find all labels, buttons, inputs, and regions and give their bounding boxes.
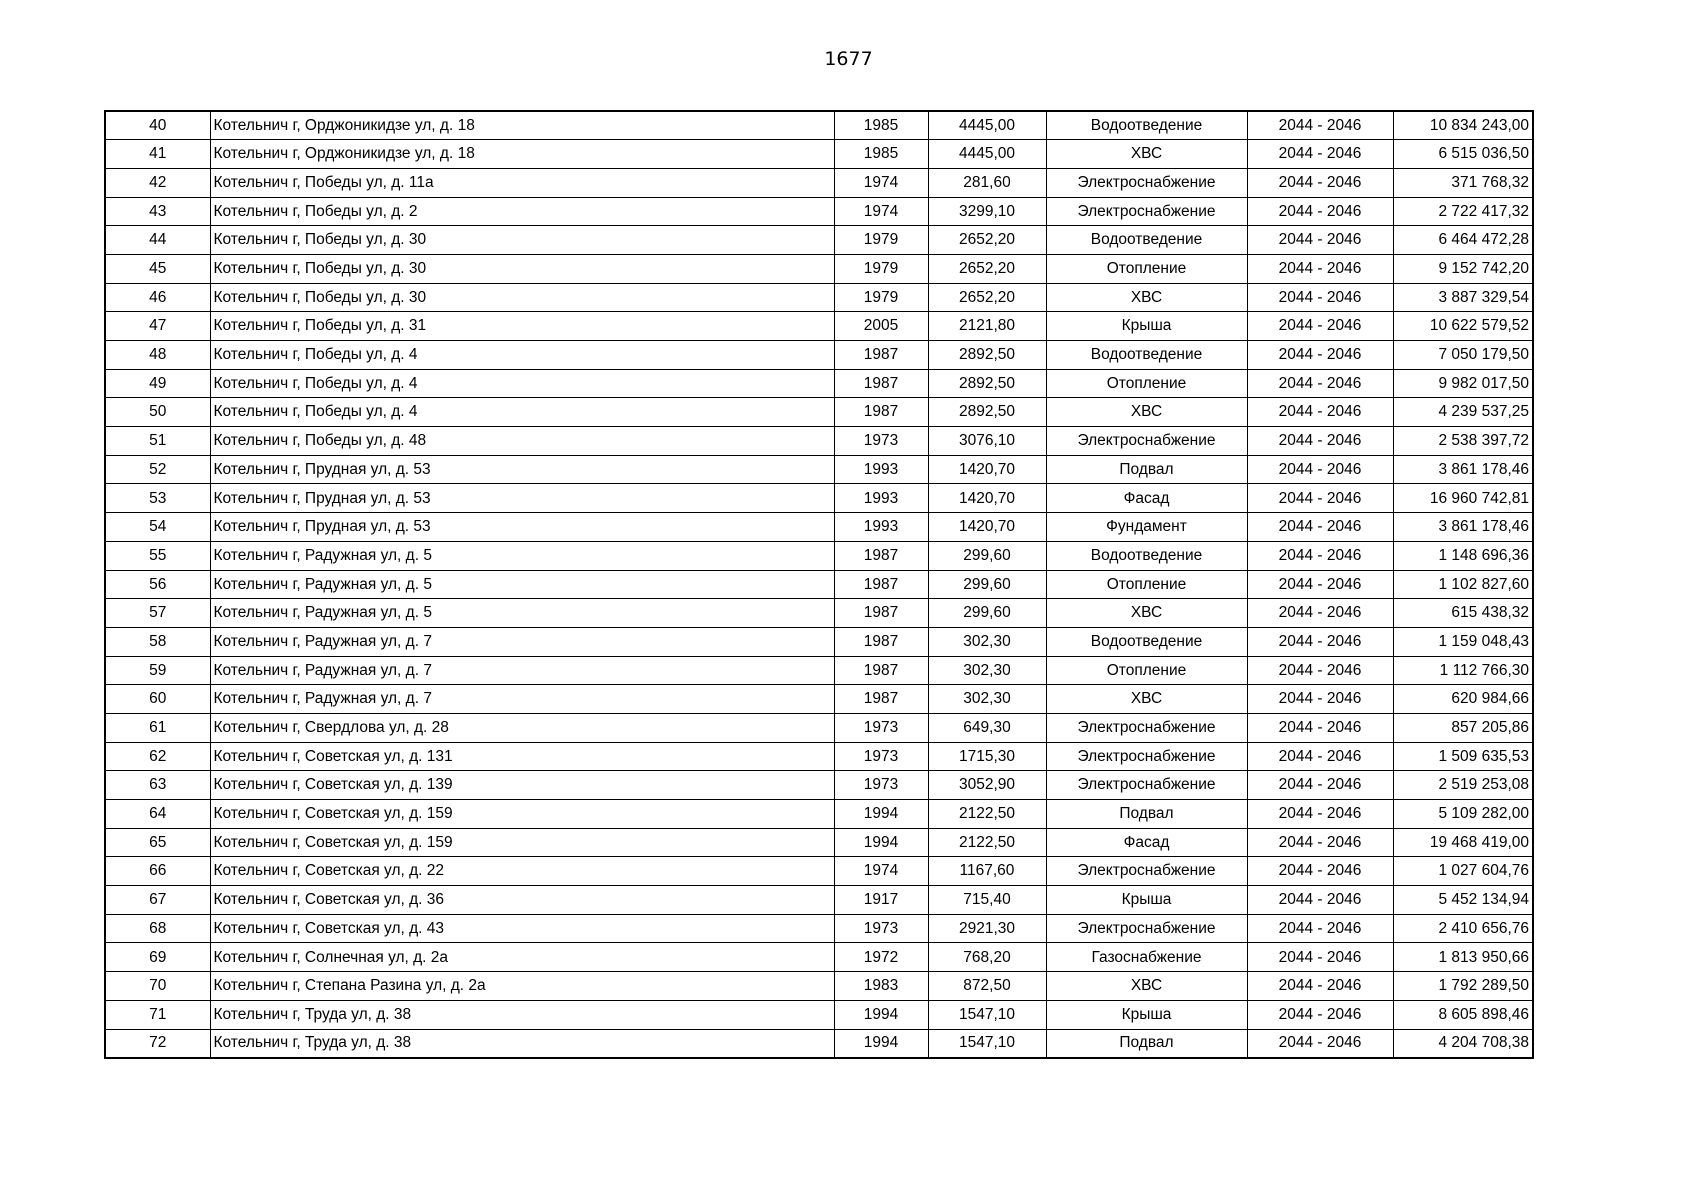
address-cell: Котельнич г, Труда ул, д. 38: [210, 1029, 834, 1058]
table-row: [105, 570, 1533, 599]
period-cell: 2044 - 2046: [1247, 197, 1393, 226]
work-type-cell: ХВС: [1046, 283, 1247, 312]
registry-table: [104, 110, 1534, 1059]
cost-cell: 5 452 134,94: [1393, 886, 1533, 915]
work-type-cell: Электроснабжение: [1046, 427, 1247, 456]
area-cell: 3076,10: [928, 427, 1046, 456]
period-cell: 2044 - 2046: [1247, 111, 1393, 140]
area-cell: 1420,70: [928, 484, 1046, 513]
row-number-cell: 41: [105, 140, 210, 169]
row-number-cell: 43: [105, 197, 210, 226]
address-cell: Котельнич г, Радужная ул, д. 7: [210, 627, 834, 656]
cost-cell: 4 204 708,38: [1393, 1029, 1533, 1058]
build-year-cell: 1985: [834, 111, 928, 140]
cost-cell: 10 834 243,00: [1393, 111, 1533, 140]
cost-cell: 9 982 017,50: [1393, 369, 1533, 398]
row-number-cell: 52: [105, 455, 210, 484]
work-type-cell: Водоотведение: [1046, 341, 1247, 370]
area-cell: 1547,10: [928, 1029, 1046, 1058]
period-cell: 2044 - 2046: [1247, 886, 1393, 915]
cost-cell: 6 515 036,50: [1393, 140, 1533, 169]
work-type-cell: Фундамент: [1046, 513, 1247, 542]
address-cell: Котельнич г, Победы ул, д. 30: [210, 283, 834, 312]
build-year-cell: 1987: [834, 570, 928, 599]
area-cell: 2122,50: [928, 828, 1046, 857]
table-row: [105, 427, 1533, 456]
period-cell: 2044 - 2046: [1247, 800, 1393, 829]
period-cell: 2044 - 2046: [1247, 312, 1393, 341]
period-cell: 2044 - 2046: [1247, 943, 1393, 972]
row-number-cell: 57: [105, 599, 210, 628]
period-cell: 2044 - 2046: [1247, 140, 1393, 169]
cost-cell: 19 468 419,00: [1393, 828, 1533, 857]
row-number-cell: 56: [105, 570, 210, 599]
period-cell: 2044 - 2046: [1247, 972, 1393, 1001]
work-type-cell: Фасад: [1046, 828, 1247, 857]
cost-cell: 2 538 397,72: [1393, 427, 1533, 456]
table-row: [105, 599, 1533, 628]
period-cell: 2044 - 2046: [1247, 1000, 1393, 1029]
address-cell: Котельнич г, Орджоникидзе ул, д. 18: [210, 111, 834, 140]
work-type-cell: Электроснабжение: [1046, 713, 1247, 742]
work-type-cell: Отопление: [1046, 656, 1247, 685]
table-row: [105, 800, 1533, 829]
row-number-cell: 53: [105, 484, 210, 513]
row-number-cell: 46: [105, 283, 210, 312]
table-row: [105, 828, 1533, 857]
build-year-cell: 1979: [834, 254, 928, 283]
row-number-cell: 60: [105, 685, 210, 714]
row-number-cell: 68: [105, 914, 210, 943]
table-row: [105, 771, 1533, 800]
registry-table-body: [105, 111, 1533, 1058]
area-cell: 299,60: [928, 570, 1046, 599]
period-cell: 2044 - 2046: [1247, 570, 1393, 599]
work-type-cell: Электроснабжение: [1046, 857, 1247, 886]
build-year-cell: 1974: [834, 197, 928, 226]
build-year-cell: 1979: [834, 283, 928, 312]
period-cell: 2044 - 2046: [1247, 599, 1393, 628]
area-cell: 1547,10: [928, 1000, 1046, 1029]
table-row: [105, 857, 1533, 886]
area-cell: 302,30: [928, 627, 1046, 656]
row-number-cell: 45: [105, 254, 210, 283]
build-year-cell: 1987: [834, 685, 928, 714]
area-cell: 2892,50: [928, 369, 1046, 398]
area-cell: 2652,20: [928, 254, 1046, 283]
period-cell: 2044 - 2046: [1247, 857, 1393, 886]
address-cell: Котельнич г, Труда ул, д. 38: [210, 1000, 834, 1029]
row-number-cell: 70: [105, 972, 210, 1001]
period-cell: 2044 - 2046: [1247, 656, 1393, 685]
table-row: [105, 1000, 1533, 1029]
address-cell: Котельнич г, Советская ул, д. 22: [210, 857, 834, 886]
cost-cell: 1 813 950,66: [1393, 943, 1533, 972]
cost-cell: 2 722 417,32: [1393, 197, 1533, 226]
build-year-cell: 1974: [834, 857, 928, 886]
area-cell: 649,30: [928, 713, 1046, 742]
area-cell: 2892,50: [928, 398, 1046, 427]
work-type-cell: ХВС: [1046, 599, 1247, 628]
row-number-cell: 62: [105, 742, 210, 771]
table-row: [105, 1029, 1533, 1058]
row-number-cell: 69: [105, 943, 210, 972]
work-type-cell: ХВС: [1046, 685, 1247, 714]
area-cell: 4445,00: [928, 140, 1046, 169]
row-number-cell: 54: [105, 513, 210, 542]
build-year-cell: 1983: [834, 972, 928, 1001]
work-type-cell: Электроснабжение: [1046, 914, 1247, 943]
cost-cell: 3 861 178,46: [1393, 455, 1533, 484]
table-row: [105, 254, 1533, 283]
cost-cell: 2 519 253,08: [1393, 771, 1533, 800]
cost-cell: 2 410 656,76: [1393, 914, 1533, 943]
address-cell: Котельнич г, Советская ул, д. 139: [210, 771, 834, 800]
cost-cell: 8 605 898,46: [1393, 1000, 1533, 1029]
address-cell: Котельнич г, Прудная ул, д. 53: [210, 484, 834, 513]
table-row: [105, 226, 1533, 255]
row-number-cell: 40: [105, 111, 210, 140]
period-cell: 2044 - 2046: [1247, 254, 1393, 283]
address-cell: Котельнич г, Советская ул, д. 43: [210, 914, 834, 943]
row-number-cell: 42: [105, 168, 210, 197]
work-type-cell: Отопление: [1046, 254, 1247, 283]
row-number-cell: 66: [105, 857, 210, 886]
area-cell: 715,40: [928, 886, 1046, 915]
area-cell: 2121,80: [928, 312, 1046, 341]
cost-cell: 1 159 048,43: [1393, 627, 1533, 656]
area-cell: 281,60: [928, 168, 1046, 197]
period-cell: 2044 - 2046: [1247, 341, 1393, 370]
address-cell: Котельнич г, Советская ул, д. 159: [210, 828, 834, 857]
cost-cell: 7 050 179,50: [1393, 341, 1533, 370]
table-row: [105, 140, 1533, 169]
cost-cell: 1 148 696,36: [1393, 541, 1533, 570]
area-cell: 2652,20: [928, 226, 1046, 255]
area-cell: 2652,20: [928, 283, 1046, 312]
area-cell: 3299,10: [928, 197, 1046, 226]
work-type-cell: Подвал: [1046, 800, 1247, 829]
period-cell: 2044 - 2046: [1247, 513, 1393, 542]
work-type-cell: Крыша: [1046, 886, 1247, 915]
row-number-cell: 63: [105, 771, 210, 800]
period-cell: 2044 - 2046: [1247, 914, 1393, 943]
cost-cell: 1 027 604,76: [1393, 857, 1533, 886]
cost-cell: 857 205,86: [1393, 713, 1533, 742]
period-cell: 2044 - 2046: [1247, 427, 1393, 456]
table-row: [105, 484, 1533, 513]
area-cell: 3052,90: [928, 771, 1046, 800]
address-cell: Котельнич г, Солнечная ул, д. 2а: [210, 943, 834, 972]
table-row: [105, 972, 1533, 1001]
table-row: [105, 943, 1533, 972]
work-type-cell: ХВС: [1046, 972, 1247, 1001]
table-row: [105, 656, 1533, 685]
address-cell: Котельнич г, Победы ул, д. 4: [210, 369, 834, 398]
cost-cell: 5 109 282,00: [1393, 800, 1533, 829]
build-year-cell: 1994: [834, 1000, 928, 1029]
cost-cell: 4 239 537,25: [1393, 398, 1533, 427]
build-year-cell: 1987: [834, 541, 928, 570]
build-year-cell: 1979: [834, 226, 928, 255]
cost-cell: 3 861 178,46: [1393, 513, 1533, 542]
table-row: [105, 369, 1533, 398]
work-type-cell: Подвал: [1046, 1029, 1247, 1058]
work-type-cell: Электроснабжение: [1046, 742, 1247, 771]
table-row: [105, 341, 1533, 370]
address-cell: Котельнич г, Советская ул, д. 159: [210, 800, 834, 829]
table-row: [105, 914, 1533, 943]
cost-cell: 615 438,32: [1393, 599, 1533, 628]
row-number-cell: 58: [105, 627, 210, 656]
period-cell: 2044 - 2046: [1247, 1029, 1393, 1058]
work-type-cell: Крыша: [1046, 312, 1247, 341]
row-number-cell: 64: [105, 800, 210, 829]
build-year-cell: 1994: [834, 828, 928, 857]
table-row: [105, 398, 1533, 427]
row-number-cell: 48: [105, 341, 210, 370]
address-cell: Котельнич г, Радужная ул, д. 5: [210, 599, 834, 628]
build-year-cell: 1917: [834, 886, 928, 915]
build-year-cell: 1974: [834, 168, 928, 197]
work-type-cell: ХВС: [1046, 140, 1247, 169]
table-row: [105, 111, 1533, 140]
area-cell: 1167,60: [928, 857, 1046, 886]
period-cell: 2044 - 2046: [1247, 398, 1393, 427]
work-type-cell: Подвал: [1046, 455, 1247, 484]
address-cell: Котельнич г, Советская ул, д. 36: [210, 886, 834, 915]
area-cell: 872,50: [928, 972, 1046, 1001]
work-type-cell: Водоотведение: [1046, 627, 1247, 656]
period-cell: 2044 - 2046: [1247, 713, 1393, 742]
address-cell: Котельнич г, Победы ул, д. 48: [210, 427, 834, 456]
row-number-cell: 61: [105, 713, 210, 742]
work-type-cell: Электроснабжение: [1046, 168, 1247, 197]
area-cell: 299,60: [928, 599, 1046, 628]
build-year-cell: 1973: [834, 742, 928, 771]
table-row: [105, 197, 1533, 226]
build-year-cell: 2005: [834, 312, 928, 341]
address-cell: Котельнич г, Советская ул, д. 131: [210, 742, 834, 771]
address-cell: Котельнич г, Радужная ул, д. 5: [210, 570, 834, 599]
build-year-cell: 1987: [834, 341, 928, 370]
build-year-cell: 1987: [834, 599, 928, 628]
table-row: [105, 283, 1533, 312]
build-year-cell: 1985: [834, 140, 928, 169]
table-row: [105, 513, 1533, 542]
area-cell: 1715,30: [928, 742, 1046, 771]
build-year-cell: 1987: [834, 627, 928, 656]
area-cell: 302,30: [928, 685, 1046, 714]
period-cell: 2044 - 2046: [1247, 627, 1393, 656]
address-cell: Котельнич г, Прудная ул, д. 53: [210, 455, 834, 484]
row-number-cell: 50: [105, 398, 210, 427]
build-year-cell: 1973: [834, 713, 928, 742]
period-cell: 2044 - 2046: [1247, 828, 1393, 857]
table-row: [105, 886, 1533, 915]
build-year-cell: 1987: [834, 656, 928, 685]
page-number: 1677: [824, 48, 873, 70]
work-type-cell: Водоотведение: [1046, 226, 1247, 255]
area-cell: 768,20: [928, 943, 1046, 972]
table-row: [105, 455, 1533, 484]
address-cell: Котельнич г, Победы ул, д. 4: [210, 398, 834, 427]
period-cell: 2044 - 2046: [1247, 771, 1393, 800]
table-row: [105, 742, 1533, 771]
table-row: [105, 541, 1533, 570]
row-number-cell: 65: [105, 828, 210, 857]
address-cell: Котельнич г, Радужная ул, д. 7: [210, 656, 834, 685]
work-type-cell: Водоотведение: [1046, 111, 1247, 140]
area-cell: 1420,70: [928, 513, 1046, 542]
area-cell: 302,30: [928, 656, 1046, 685]
period-cell: 2044 - 2046: [1247, 168, 1393, 197]
table-row: [105, 627, 1533, 656]
area-cell: 4445,00: [928, 111, 1046, 140]
area-cell: 299,60: [928, 541, 1046, 570]
table-row: [105, 685, 1533, 714]
period-cell: 2044 - 2046: [1247, 283, 1393, 312]
cost-cell: 16 960 742,81: [1393, 484, 1533, 513]
build-year-cell: 1972: [834, 943, 928, 972]
address-cell: Котельнич г, Прудная ул, д. 53: [210, 513, 834, 542]
period-cell: 2044 - 2046: [1247, 541, 1393, 570]
build-year-cell: 1973: [834, 914, 928, 943]
table-row: [105, 713, 1533, 742]
cost-cell: 620 984,66: [1393, 685, 1533, 714]
work-type-cell: Водоотведение: [1046, 541, 1247, 570]
period-cell: 2044 - 2046: [1247, 455, 1393, 484]
cost-cell: 10 622 579,52: [1393, 312, 1533, 341]
address-cell: Котельнич г, Победы ул, д. 30: [210, 254, 834, 283]
row-number-cell: 59: [105, 656, 210, 685]
build-year-cell: 1987: [834, 369, 928, 398]
row-number-cell: 72: [105, 1029, 210, 1058]
row-number-cell: 71: [105, 1000, 210, 1029]
address-cell: Котельнич г, Орджоникидзе ул, д. 18: [210, 140, 834, 169]
cost-cell: 1 792 289,50: [1393, 972, 1533, 1001]
row-number-cell: 67: [105, 886, 210, 915]
address-cell: Котельнич г, Победы ул, д. 4: [210, 341, 834, 370]
area-cell: 2892,50: [928, 341, 1046, 370]
build-year-cell: 1993: [834, 484, 928, 513]
work-type-cell: Отопление: [1046, 369, 1247, 398]
area-cell: 2921,30: [928, 914, 1046, 943]
address-cell: Котельнич г, Победы ул, д. 2: [210, 197, 834, 226]
row-number-cell: 44: [105, 226, 210, 255]
work-type-cell: Крыша: [1046, 1000, 1247, 1029]
row-number-cell: 51: [105, 427, 210, 456]
cost-cell: 371 768,32: [1393, 168, 1533, 197]
area-cell: 2122,50: [928, 800, 1046, 829]
address-cell: Котельнич г, Радужная ул, д. 7: [210, 685, 834, 714]
work-type-cell: Фасад: [1046, 484, 1247, 513]
cost-cell: 3 887 329,54: [1393, 283, 1533, 312]
cost-cell: 6 464 472,28: [1393, 226, 1533, 255]
cost-cell: 1 102 827,60: [1393, 570, 1533, 599]
row-number-cell: 55: [105, 541, 210, 570]
period-cell: 2044 - 2046: [1247, 685, 1393, 714]
build-year-cell: 1994: [834, 800, 928, 829]
build-year-cell: 1973: [834, 427, 928, 456]
build-year-cell: 1994: [834, 1029, 928, 1058]
build-year-cell: 1987: [834, 398, 928, 427]
address-cell: Котельнич г, Степана Разина ул, д. 2а: [210, 972, 834, 1001]
address-cell: Котельнич г, Радужная ул, д. 5: [210, 541, 834, 570]
cost-cell: 1 509 635,53: [1393, 742, 1533, 771]
work-type-cell: ХВС: [1046, 398, 1247, 427]
work-type-cell: Газоснабжение: [1046, 943, 1247, 972]
address-cell: Котельнич г, Победы ул, д. 31: [210, 312, 834, 341]
build-year-cell: 1993: [834, 455, 928, 484]
address-cell: Котельнич г, Победы ул, д. 30: [210, 226, 834, 255]
period-cell: 2044 - 2046: [1247, 484, 1393, 513]
row-number-cell: 49: [105, 369, 210, 398]
address-cell: Котельнич г, Победы ул, д. 11а: [210, 168, 834, 197]
cost-cell: 1 112 766,30: [1393, 656, 1533, 685]
build-year-cell: 1993: [834, 513, 928, 542]
period-cell: 2044 - 2046: [1247, 369, 1393, 398]
work-type-cell: Отопление: [1046, 570, 1247, 599]
table-row: [105, 168, 1533, 197]
table-row: [105, 312, 1533, 341]
address-cell: Котельнич г, Свердлова ул, д. 28: [210, 713, 834, 742]
period-cell: 2044 - 2046: [1247, 742, 1393, 771]
work-type-cell: Электроснабжение: [1046, 197, 1247, 226]
cost-cell: 9 152 742,20: [1393, 254, 1533, 283]
period-cell: 2044 - 2046: [1247, 226, 1393, 255]
work-type-cell: Электроснабжение: [1046, 771, 1247, 800]
row-number-cell: 47: [105, 312, 210, 341]
area-cell: 1420,70: [928, 455, 1046, 484]
build-year-cell: 1973: [834, 771, 928, 800]
